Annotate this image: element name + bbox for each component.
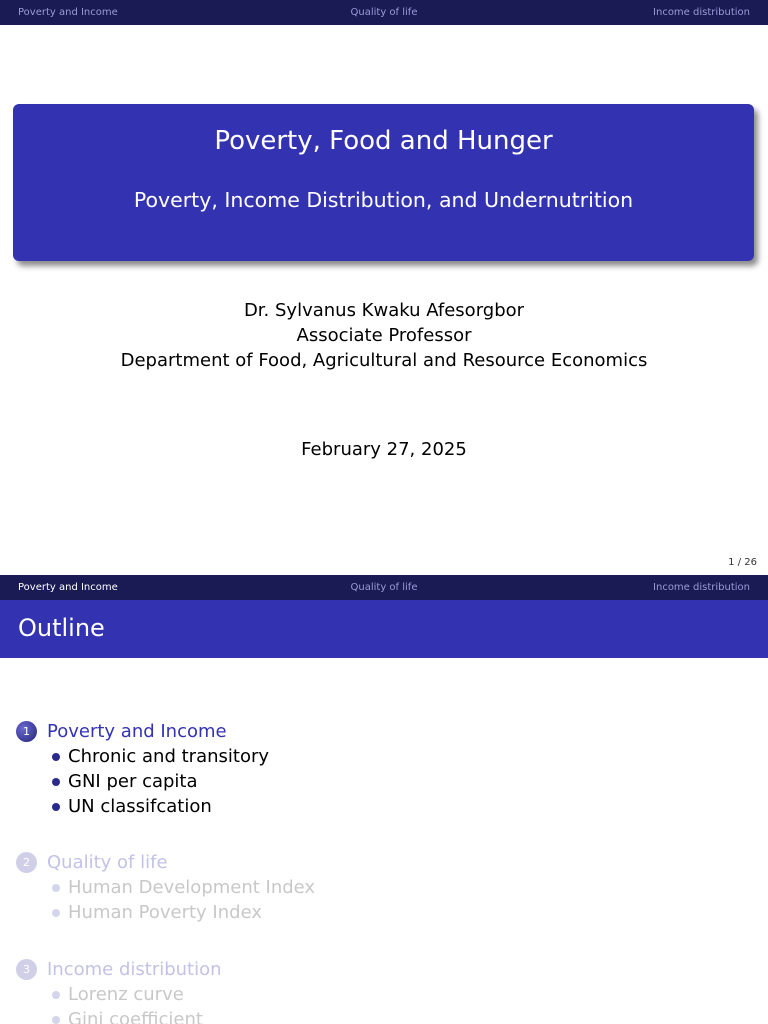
subsection-item[interactable]: [52, 794, 269, 819]
outline-section-income-distribution: [16, 957, 222, 1024]
nav-bar: [0, 575, 768, 600]
bullet-icon: [52, 803, 60, 811]
section-label: Quality of life: [47, 852, 168, 873]
subsection-label: Human Poverty Index: [68, 902, 262, 923]
section-label: Poverty and Income: [47, 721, 227, 742]
section-heading[interactable]: [16, 957, 222, 982]
subsection-label: Chronic and transitory: [68, 746, 270, 767]
nav-link-income-distribution[interactable]: Income distribution: [653, 7, 750, 18]
bullet-icon: [52, 1016, 60, 1024]
author-name: Dr. Sylvanus Kwaku Afesorgbor: [243, 300, 525, 321]
bullet-icon: [52, 884, 60, 892]
subsection-item[interactable]: [52, 744, 269, 769]
subsection-item[interactable]: [52, 900, 315, 925]
section-number-ball: 2: [16, 852, 37, 873]
frame-title: Outline: [18, 614, 105, 642]
subsection-label: Gini coefficient: [68, 1009, 203, 1024]
author-department: Department of Food, Agricultural and Resource Economics: [120, 350, 648, 371]
subsection-item[interactable]: [52, 769, 269, 794]
presentation-date: February 27, 2025: [301, 439, 467, 460]
subsection-list: [16, 744, 269, 819]
section-label: Income distribution: [47, 959, 222, 980]
bullet-icon: [52, 753, 60, 761]
subsection-list: [16, 982, 222, 1024]
nav-link-quality-of-life[interactable]: Quality of life: [350, 7, 418, 18]
subsection-list: [16, 875, 315, 925]
nav-link-quality-of-life[interactable]: Quality of life: [350, 582, 418, 593]
author-title: Associate Professor: [296, 325, 472, 346]
outline-section-quality-of-life: [16, 850, 315, 925]
nav-bar: [0, 0, 768, 25]
section-heading[interactable]: [16, 719, 269, 744]
presentation-title: Poverty, Food and Hunger: [214, 126, 553, 156]
subsection-item[interactable]: [52, 982, 222, 1007]
bullet-icon: [52, 778, 60, 786]
outline-section-poverty-and-income: [16, 719, 269, 819]
bullet-icon: [52, 909, 60, 917]
section-number-ball: 3: [16, 959, 37, 980]
section-number-ball: 1: [16, 721, 37, 742]
subsection-label: Human Development Index: [68, 877, 316, 898]
nav-link-income-distribution[interactable]: Income distribution: [653, 582, 750, 593]
subsection-item[interactable]: [52, 1007, 222, 1024]
frame-title-bar: [0, 600, 768, 658]
subsection-label: UN classifcation: [68, 796, 212, 817]
subsection-item[interactable]: [52, 875, 315, 900]
subsection-label: GNI per capita: [68, 771, 198, 792]
page-number: 1 / 26: [728, 557, 757, 568]
section-heading[interactable]: [16, 850, 315, 875]
nav-link-poverty-and-income[interactable]: Poverty and Income: [18, 7, 118, 18]
outline-slide: [0, 575, 768, 1024]
subsection-label: Lorenz curve: [68, 984, 184, 1005]
nav-link-poverty-and-income[interactable]: Poverty and Income: [18, 582, 118, 593]
presentation-subtitle: Poverty, Income Distribution, and Undernutrition: [133, 188, 634, 212]
author-block: [0, 298, 768, 373]
bullet-icon: [52, 991, 60, 999]
title-box: [13, 104, 754, 261]
